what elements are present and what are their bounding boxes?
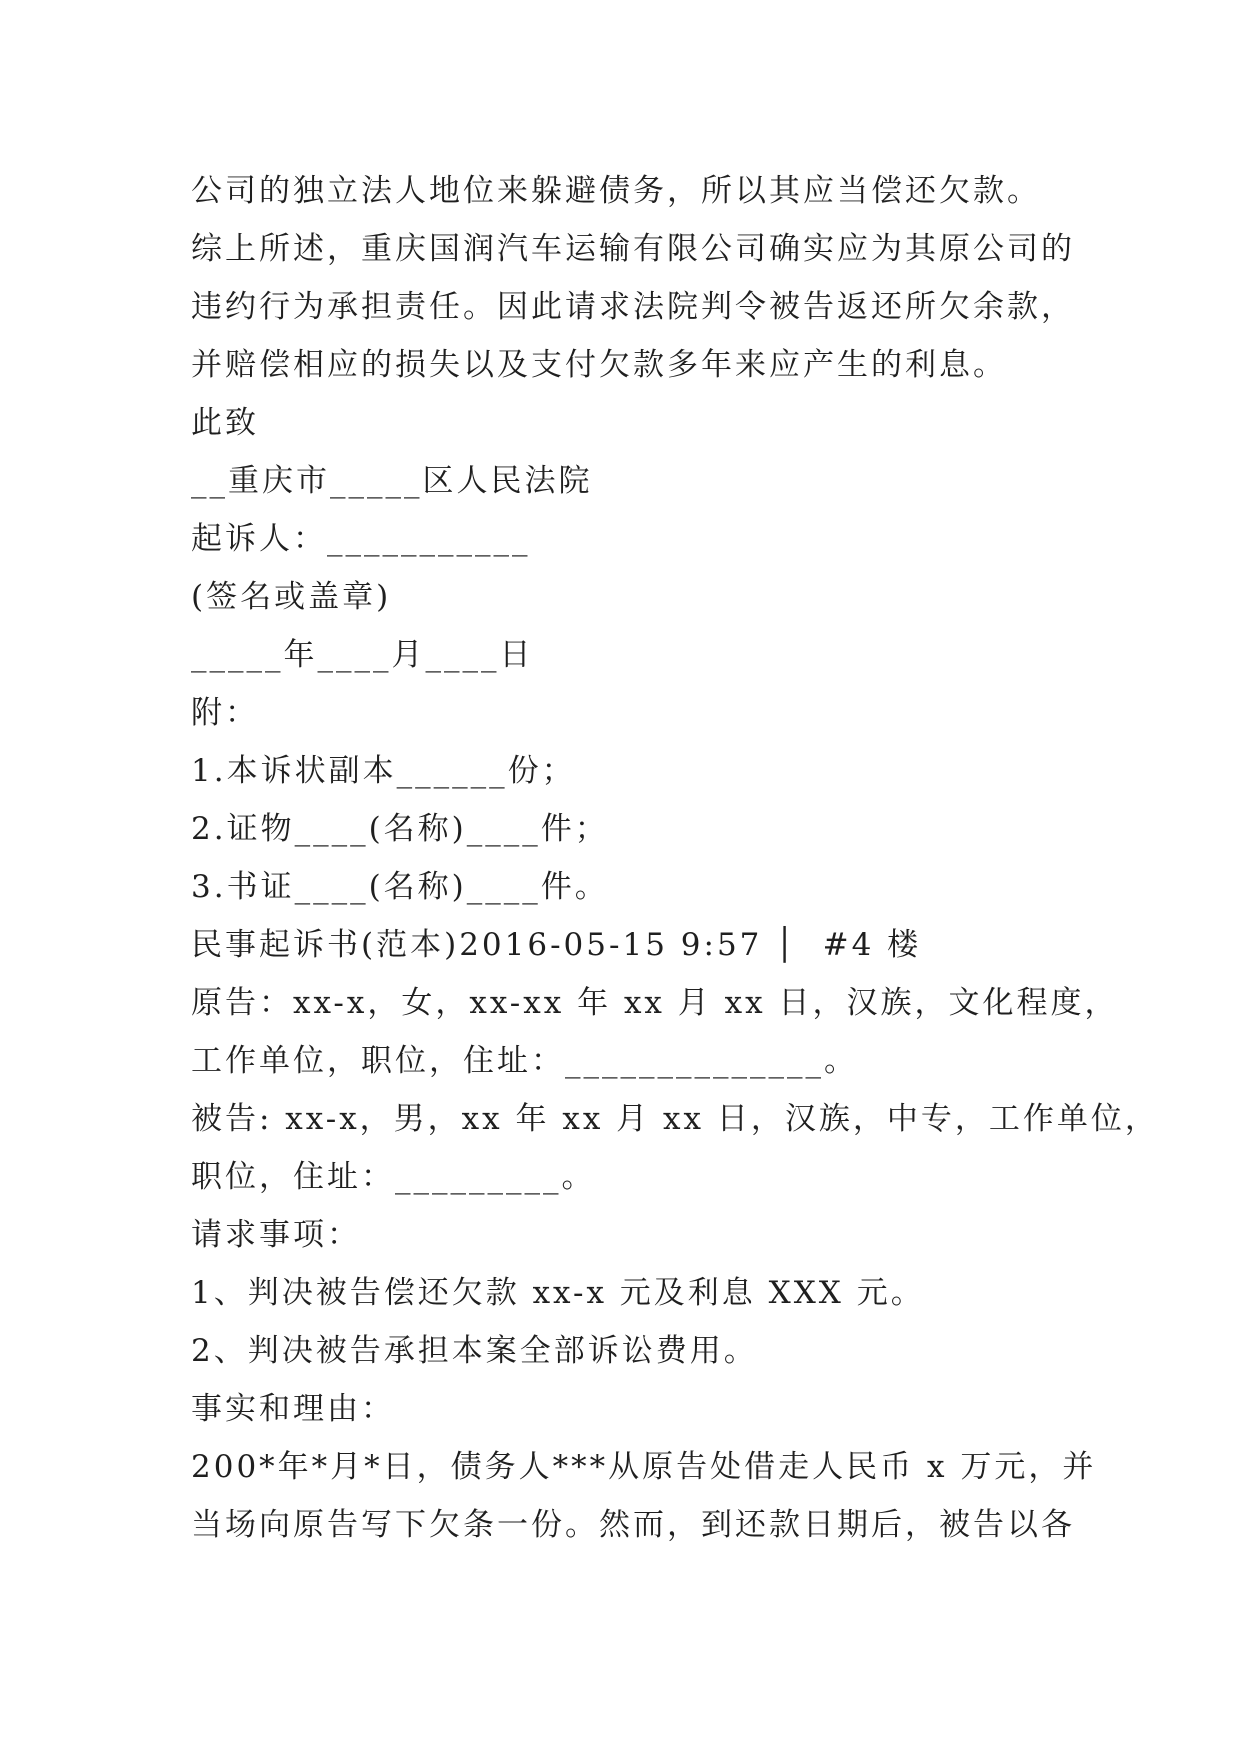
paragraph-line: 当场向原告写下欠条一份。然而，到还款日期后，被告以各 — [191, 1507, 1075, 1543]
defendant-info: 被告: xx-x，男，xx 年 xx 月 xx 日，汉族，中专，工作单位， — [191, 1101, 1159, 1137]
post-header: 民事起诉书(范本)2016-05-15 9:57 │ #4 楼 — [191, 927, 922, 963]
defendant-info: 职位，住址：_________。 — [191, 1159, 596, 1195]
attachment-item: 3.书证____(名称)____件。 — [191, 869, 609, 905]
paragraph-line: 综上所述，重庆国润汽车运输有限公司确实应为其原公司的 — [191, 231, 1075, 267]
attachment-item: 2.证物____(名称)____件； — [191, 811, 609, 847]
salutation: 此致 — [191, 405, 259, 441]
paragraph-line: 并赔偿相应的损失以及支付欠款多年来应产生的利息。 — [191, 347, 1007, 383]
court-name: __重庆市_____区人民法院 — [191, 463, 593, 499]
signature-note: (签名或盖章) — [191, 579, 392, 615]
claims-heading: 请求事项： — [191, 1217, 361, 1253]
plaintiff-signature-line: 起诉人：___________ — [191, 521, 531, 557]
attachments-heading: 附： — [191, 695, 259, 731]
plaintiff-info: 工作单位，职位，住址：______________。 — [191, 1043, 858, 1079]
paragraph-line: 200*年*月*日，债务人***从原告处借走人民币 x 万元，并 — [191, 1449, 1097, 1485]
claim-item: 2、判决被告承担本案全部诉讼费用。 — [191, 1333, 758, 1369]
attachment-item: 1.本诉状副本______份； — [191, 753, 576, 789]
document-body — [191, 162, 1159, 1554]
date-line: _____年____月____日 — [191, 637, 534, 673]
facts-heading: 事实和理由： — [191, 1391, 395, 1427]
paragraph-line: 违约行为承担责任。因此请求法院判令被告返还所欠余款， — [191, 289, 1075, 325]
paragraph-line: 公司的独立法人地位来躲避债务，所以其应当偿还欠款。 — [191, 173, 1041, 209]
plaintiff-info: 原告：xx-x，女，xx-xx 年 xx 月 xx 日，汉族，文化程度， — [191, 985, 1119, 1021]
claim-item: 1、判决被告偿还欠款 xx-x 元及利息 XXX 元。 — [191, 1275, 925, 1311]
